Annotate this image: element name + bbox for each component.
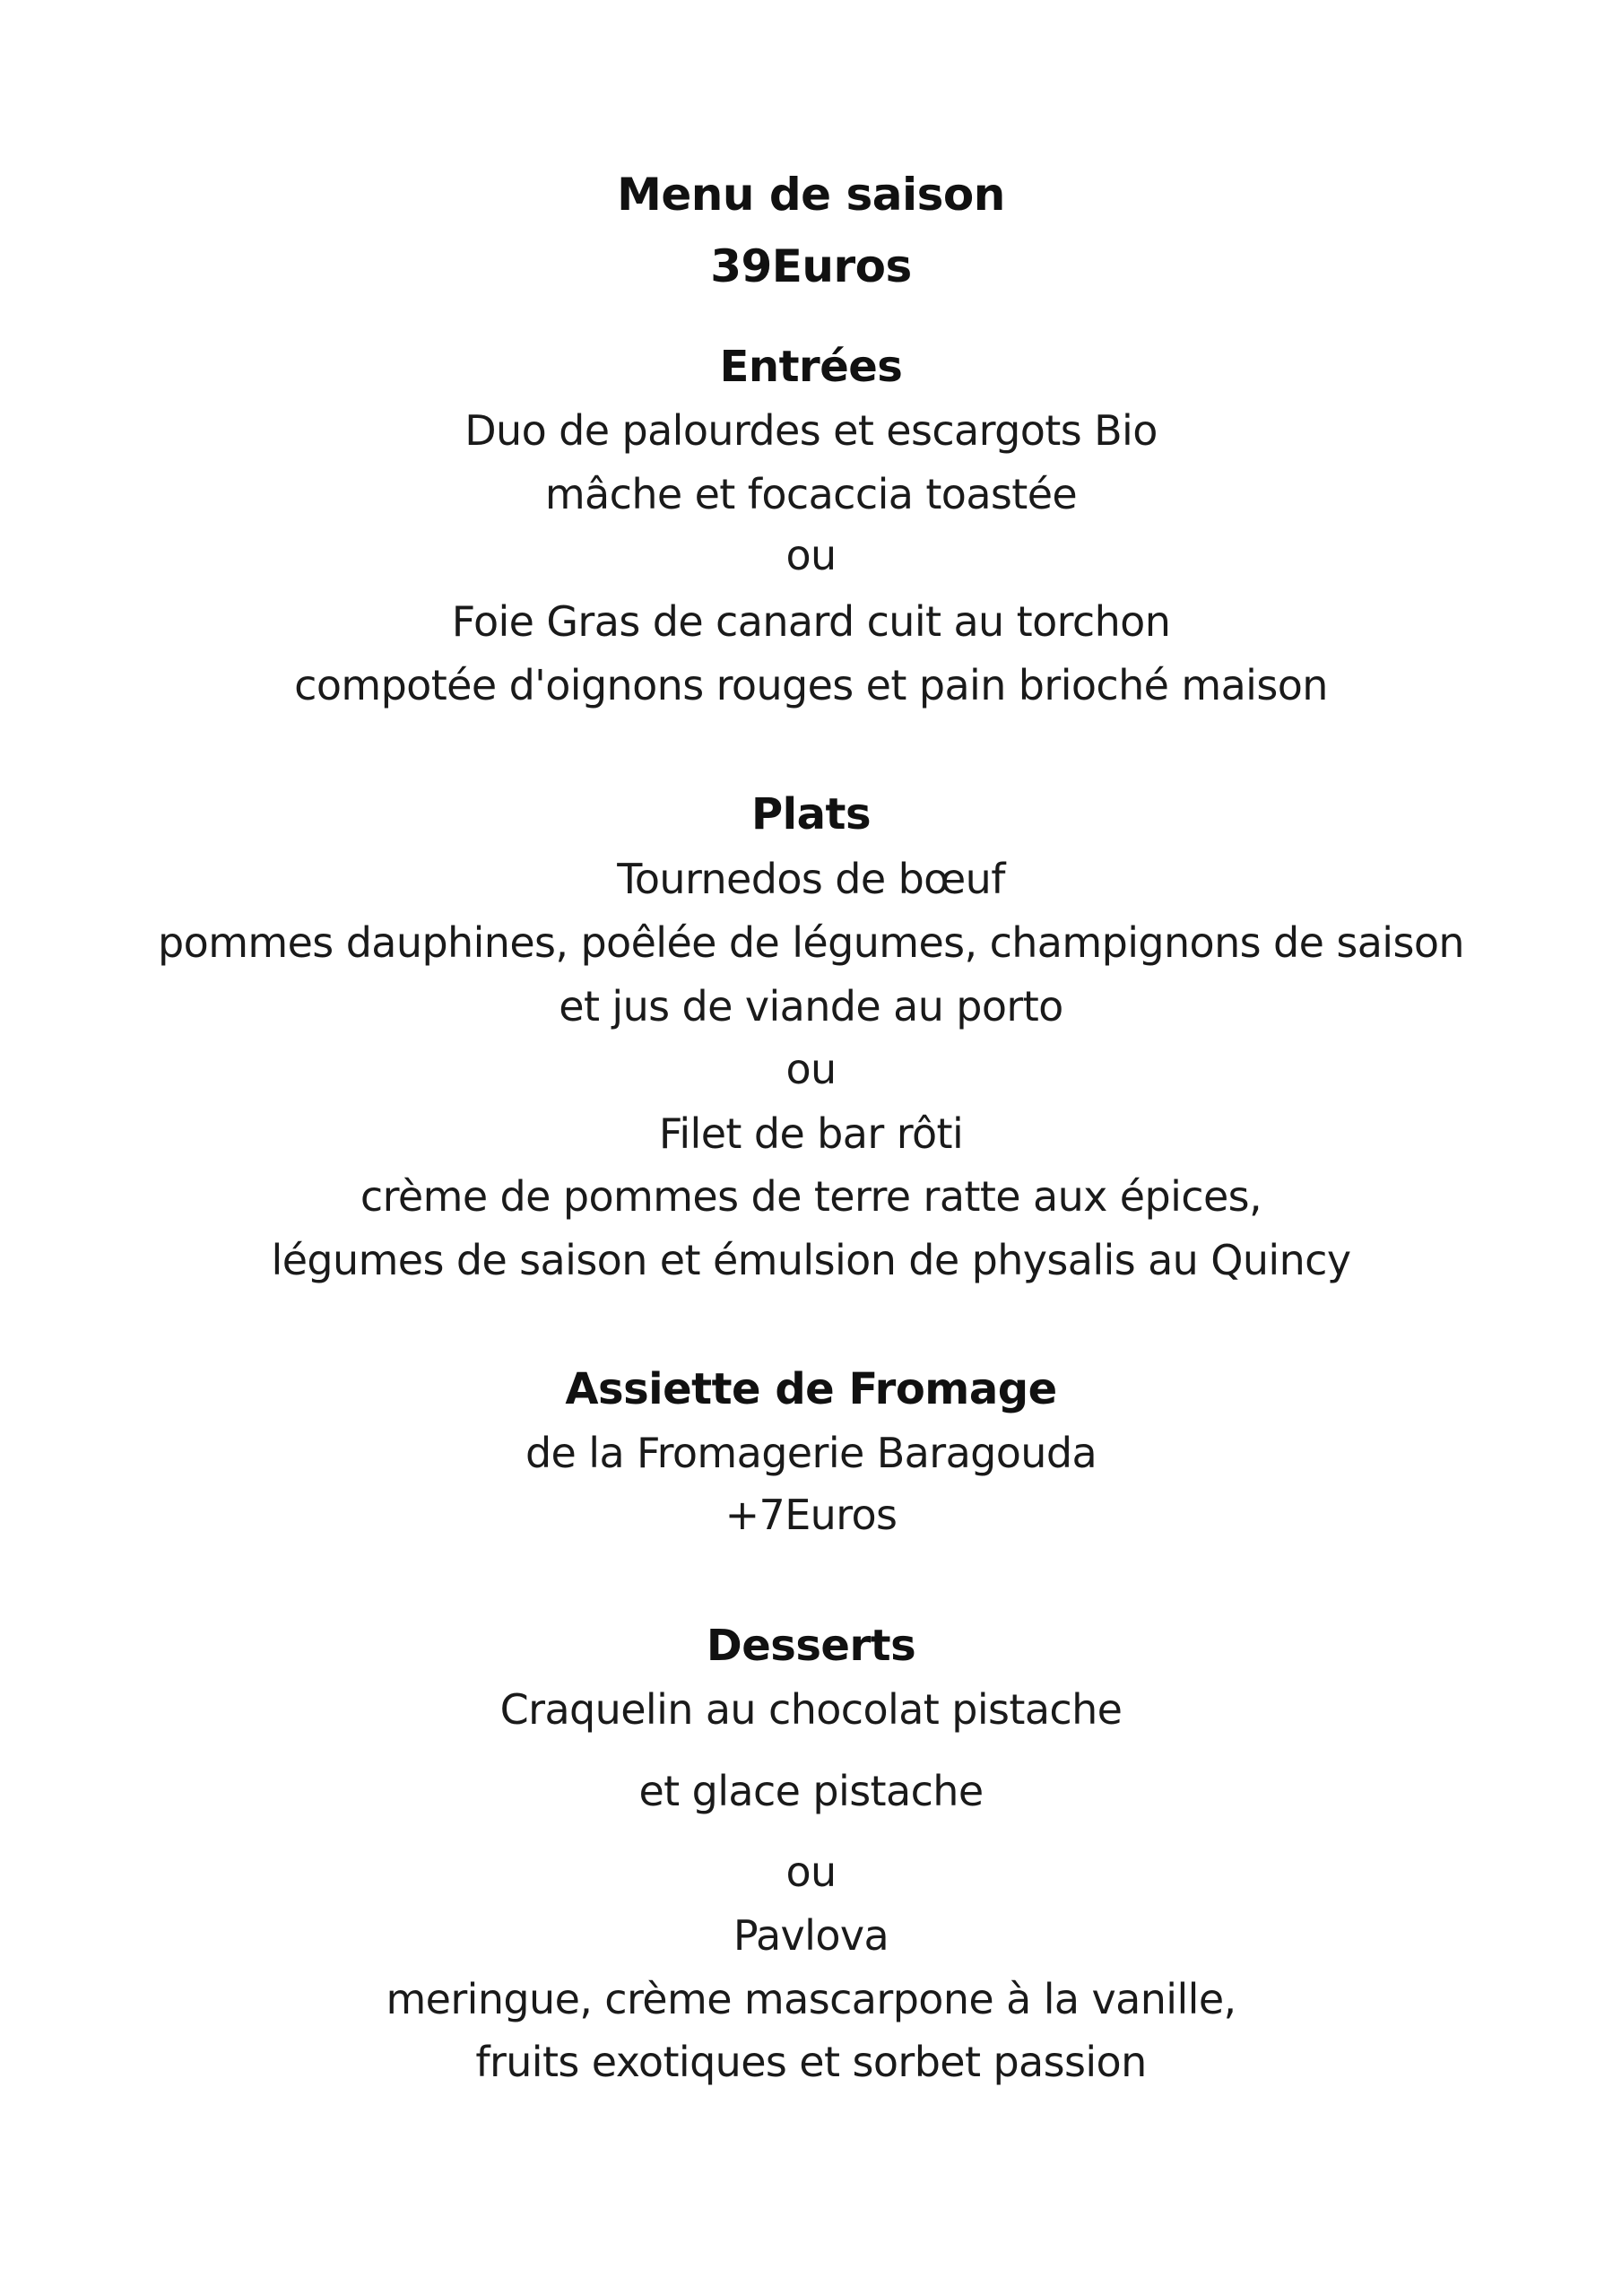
- plat-line-3: et jus de viande au porto: [559, 982, 1063, 1031]
- fromage-price: +7Euros: [724, 1491, 898, 1539]
- dessert-line-4: meringue, crème mascarpone à la vanille,: [386, 1975, 1236, 2023]
- section-heading-entrees: Entrées: [719, 342, 903, 392]
- dessert-line-2: et glace pistache: [638, 1767, 984, 1815]
- dessert-line-5: fruits exotiques et sorbet passion: [475, 2038, 1147, 2086]
- entree-line-3: Foie Gras de canard cuit au torchon: [451, 597, 1171, 646]
- section-heading-desserts: Desserts: [706, 1621, 916, 1671]
- section-heading-fromage: Assiette de Fromage: [565, 1364, 1057, 1414]
- fromage-line-1: de la Fromagerie Baragouda: [525, 1429, 1097, 1477]
- plat-line-6: légumes de saison et émulsion de physalis au Quincy: [271, 1236, 1351, 1284]
- plat-separator-ou: ou: [785, 1045, 837, 1093]
- plat-line-4: Filet de bar rôti: [658, 1109, 964, 1158]
- menu-title: Menu de saison: [617, 169, 1005, 221]
- entree-separator-ou: ou: [785, 531, 837, 579]
- plat-line-5: crème de pommes de terre ratte aux épices,: [360, 1172, 1262, 1221]
- entree-line-2: mâche et focaccia toastée: [544, 470, 1078, 518]
- plat-line-2: pommes dauphines, poêlée de légumes, champignons de saison: [158, 918, 1464, 967]
- plat-line-1: Tournedos de bœuf: [617, 855, 1005, 903]
- menu-price: 39Euros: [710, 240, 912, 292]
- entree-line-1: Duo de palourdes et escargots Bio: [464, 406, 1158, 455]
- dessert-line-1: Craquelin au chocolat pistache: [499, 1685, 1123, 1734]
- dessert-line-3: Pavlova: [733, 1911, 889, 1960]
- entree-line-4: compotée d'oignons rouges et pain brioché maison: [294, 661, 1328, 709]
- dessert-separator-ou: ou: [785, 1848, 837, 1896]
- section-heading-plats: Plats: [750, 789, 872, 839]
